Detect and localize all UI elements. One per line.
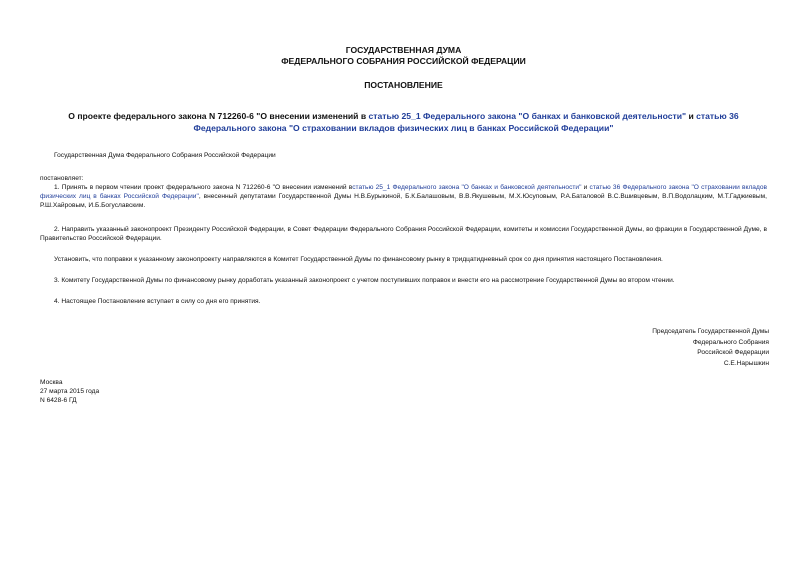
p1-link-article-36[interactable]: статью 36 Федерального закона "О страховании вкладов физических лиц в банках Российской Федерации" bbox=[40, 184, 767, 200]
footer-number: N 6428-6 ГД bbox=[40, 397, 77, 405]
signature-line-3: Российской Федерации bbox=[697, 349, 769, 357]
doc-type-heading: ПОСТАНОВЛЕНИЕ bbox=[364, 80, 443, 90]
paragraph-3: 3. Комитету Государственной Думы по финансовому рынку доработать указанный законопроект с учетом поступивших поправок и внести его на рассмотрение Государственной Думы во втором чтении. bbox=[54, 277, 675, 284]
title-text-2: и bbox=[686, 111, 697, 121]
paragraph-2: 2. Направить указанный законопроект Президенту Российской Федерации, в Совет Федерации Федерального Собрания Российской Федерации, комитеты и комиссии Государственной Думы, во фракции в Государственной Думе, в Правительство Российской Федерации. bbox=[40, 226, 767, 242]
footer-date: 27 марта 2015 года bbox=[40, 388, 100, 396]
paragraph-4: 4. Настоящее Постановление вступает в силу со дня его принятия. bbox=[54, 298, 261, 305]
title-link-article-36[interactable]: статью 36 Федерального закона "О страховании вкладов физических лиц в банках Российской Федерации" bbox=[193, 111, 739, 133]
paragraph-1 bbox=[40, 183, 767, 210]
header-line-1: ГОСУДАРСТВЕННАЯ ДУМА bbox=[345, 45, 462, 55]
p1-text-3: , внесенный депутатами Государственной Думы Н.В.Бурыкиной, Б.К.Балашовым, В.В.Якушевым, М.Х.Юсуповым, Р.А.Баталовой В.С.Вшивцевым, В.П.Водолацким, М.Т.Гаджиевым, Р.Ш.Хайровым, И.Б.Богуславским. bbox=[40, 193, 767, 209]
p1-text-1: 1. Принять в первом чтении проект федерального закона N 712260-6 "О внесении изменений в bbox=[54, 184, 353, 191]
signature-name: С.Е.Нарышкин bbox=[723, 359, 769, 367]
signature-line-2: Федерального Собрания bbox=[692, 338, 769, 346]
signature-line-1: Председатель Государственной Думы bbox=[652, 328, 769, 335]
footer-block bbox=[40, 378, 99, 406]
p1-text-2: и bbox=[581, 184, 590, 191]
resolves-label: постановляет: bbox=[40, 175, 84, 182]
document-title bbox=[40, 111, 767, 134]
paragraph-2b: Установить, что поправки к указанному законопроекту направляются в Комитет Государственной Думы по финансовому рынку в тридцатидневный срок со дня принятия настоящего Постановления. bbox=[54, 256, 663, 263]
title-text-1: О проекте федерального закона N 712260-6 "О внесении изменений в bbox=[68, 111, 369, 121]
header-line-2: ФЕДЕРАЛЬНОГО СОБРАНИЯ РОССИЙСКОЙ ФЕДЕРАЦИИ bbox=[281, 56, 526, 66]
footer-city: Москва bbox=[40, 379, 63, 386]
intro-paragraph: Государственная Дума Федерального Собрания Российской Федерации bbox=[54, 152, 276, 159]
title-link-article-25-1[interactable]: статью 25_1 Федерального закона "О банках и банковской деятельности" bbox=[368, 111, 687, 121]
signature-block bbox=[652, 327, 769, 369]
p1-link-article-25-1[interactable]: статью 25_1 Федерального закона "О банках и банковской деятельности" bbox=[352, 184, 582, 191]
